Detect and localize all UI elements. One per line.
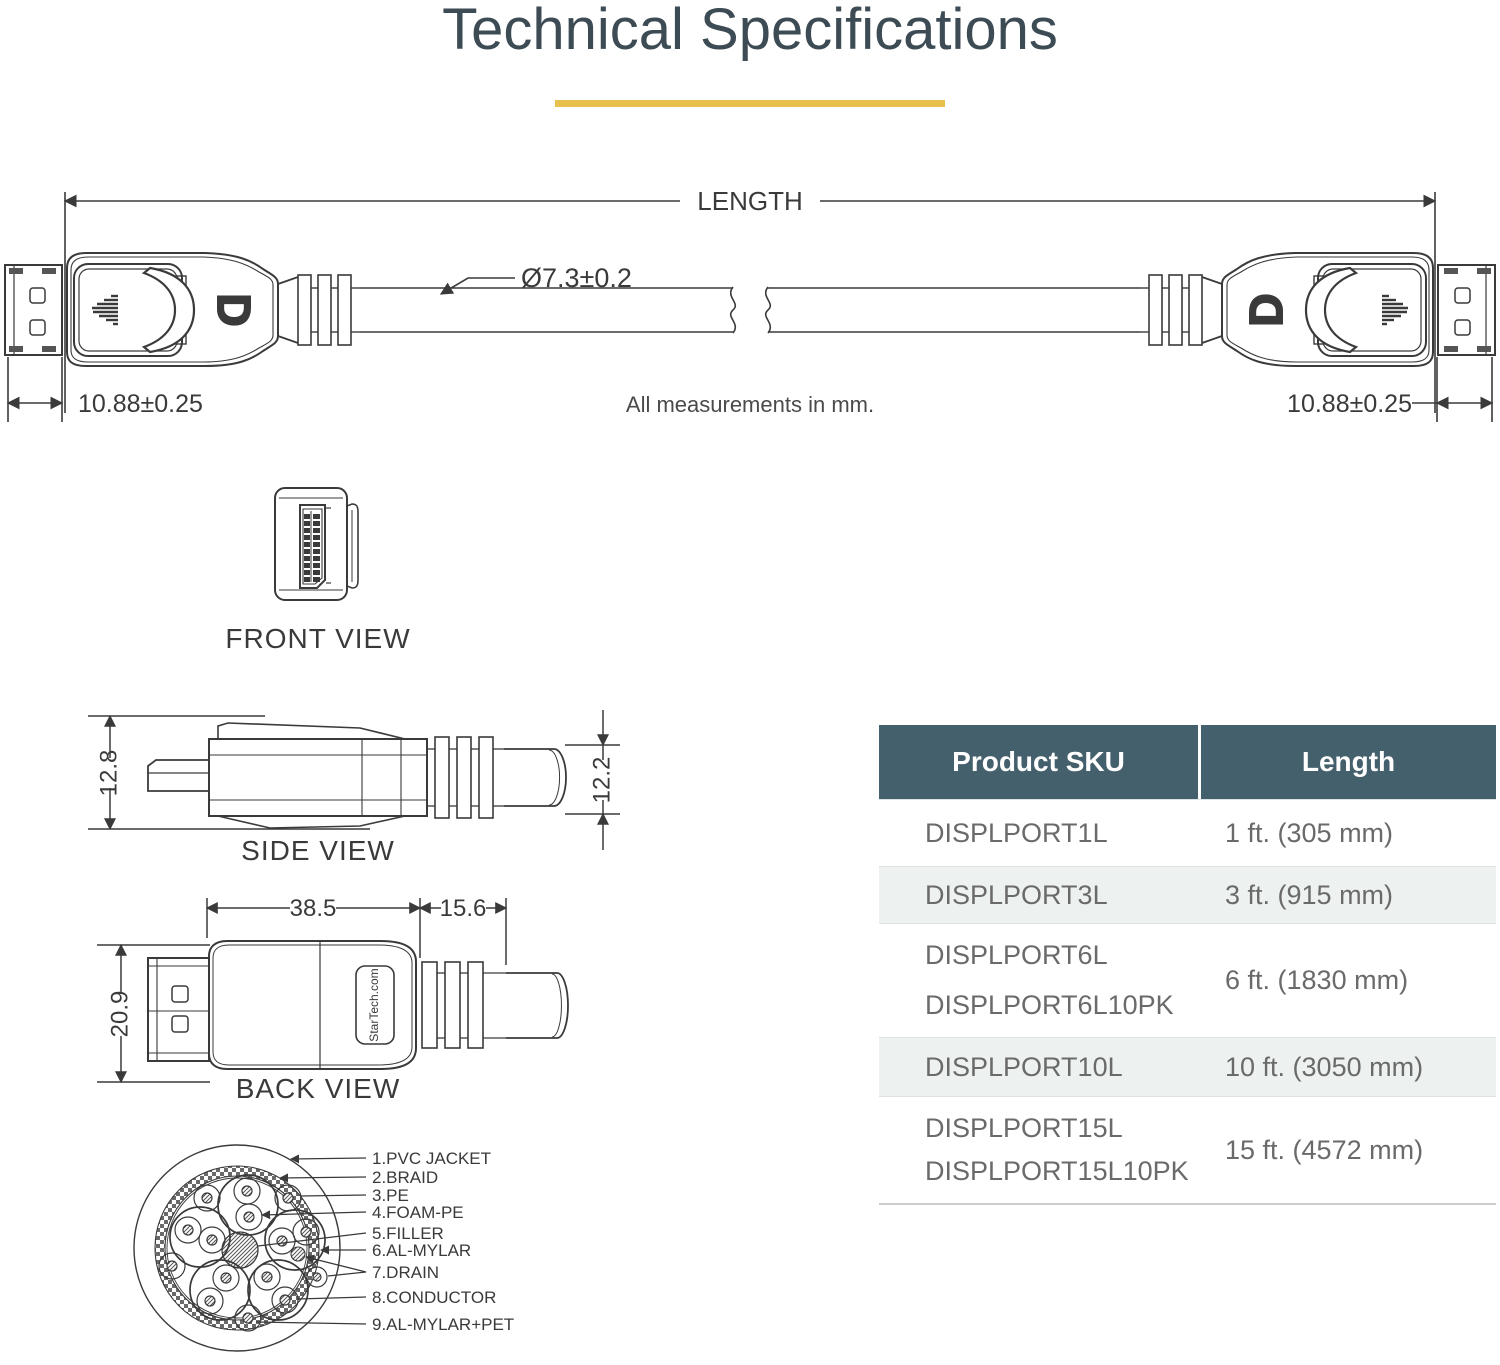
cable-cross-section xyxy=(60,1100,620,1365)
side-view-label: SIDE VIEW xyxy=(241,835,395,866)
table-bottom-border xyxy=(879,1203,1496,1205)
sku-value: DISPLPORT10L xyxy=(925,1051,1123,1082)
title-underline xyxy=(555,100,945,107)
sku-value: DISPLPORT15L xyxy=(925,1113,1123,1143)
sku-table-header xyxy=(879,725,1496,799)
sku-value: DISPLPORT15L10PK xyxy=(925,1156,1189,1186)
back-dim-width-label: 38.5 xyxy=(289,895,337,922)
table-row xyxy=(879,799,1496,866)
dp-logo-letter-left: D xyxy=(207,293,260,327)
length-label: LENGTH xyxy=(697,186,803,216)
header-length: Length xyxy=(1201,725,1496,799)
back-dim-relief-label: 15.6 xyxy=(439,895,487,922)
connector-width-label-left: 10.88±0.25 xyxy=(78,390,203,418)
connector-width-label-right: 10.88±0.25 xyxy=(1287,390,1412,418)
side-dim-right-label: 12.2 xyxy=(588,756,616,804)
table-row xyxy=(879,1037,1496,1096)
length-value: 1 ft. (305 mm) xyxy=(1225,817,1394,848)
xs-label-7: 7.DRAIN xyxy=(372,1263,440,1282)
sku-value: DISPLPORT6L10PK xyxy=(925,990,1174,1020)
xs-label-4: 4.FOAM-PE xyxy=(372,1203,464,1222)
dp-logo-letter-right: D xyxy=(1240,293,1293,327)
sku-value: DISPLPORT1L xyxy=(925,817,1108,848)
sku-value: DISPLPORT3L xyxy=(925,879,1108,910)
back-view-drawing xyxy=(60,870,620,1115)
table-row xyxy=(879,866,1496,923)
back-view-label: BACK VIEW xyxy=(235,1073,401,1104)
side-dim-left xyxy=(88,716,370,829)
xs-label-8: 8.CONDUCTOR xyxy=(372,1288,497,1307)
side-profile xyxy=(148,723,566,828)
length-value: 6 ft. (1830 mm) xyxy=(1225,965,1409,995)
sku-table xyxy=(879,725,1496,1205)
front-view-drawing xyxy=(225,470,490,665)
back-dim-height-label: 20.9 xyxy=(106,990,134,1038)
connector-width-dim-right xyxy=(1412,357,1492,422)
back-profile xyxy=(148,941,568,1069)
length-value: 3 ft. (915 mm) xyxy=(1225,879,1394,910)
length-dimension xyxy=(65,192,1435,413)
diameter-leader xyxy=(441,278,515,294)
xs-label-2: 2.BRAID xyxy=(372,1168,439,1187)
side-dim-left-label: 12.8 xyxy=(95,749,123,797)
xs-label-1: 1.PVC JACKET xyxy=(372,1149,492,1168)
length-value: 15 ft. (4572 mm) xyxy=(1225,1134,1424,1165)
measurements-note: All measurements in mm. xyxy=(625,392,875,417)
xs-label-3: 3.PE xyxy=(372,1186,409,1205)
cross-section-labels xyxy=(372,1149,514,1334)
xs-label-9: 9.AL-MYLAR+PET xyxy=(372,1315,515,1334)
back-brand-label: StarTech.com xyxy=(367,968,382,1042)
length-value: 10 ft. (3050 mm) xyxy=(1225,1051,1424,1082)
cable-assembly-drawing xyxy=(0,160,1500,435)
front-view-pins xyxy=(304,514,320,582)
page-title: Technical Specifications xyxy=(442,0,1058,62)
xs-label-5: 5.FILLER xyxy=(372,1224,444,1243)
header-product-sku: Product SKU xyxy=(879,725,1198,799)
dp-connector-right xyxy=(1140,253,1495,366)
connector-width-dim-left xyxy=(8,357,62,422)
diameter-label: Ø7.3±0.2 xyxy=(521,263,632,293)
table-row xyxy=(879,1096,1496,1203)
cable xyxy=(360,287,1140,333)
dp-connector-left xyxy=(5,253,360,366)
front-view-label: FRONT VIEW xyxy=(225,623,411,654)
xs-label-6: 6.AL-MYLAR xyxy=(372,1241,472,1260)
sku-value: DISPLPORT6L xyxy=(925,940,1108,970)
side-view-drawing xyxy=(60,680,660,875)
table-row xyxy=(879,923,1496,1037)
